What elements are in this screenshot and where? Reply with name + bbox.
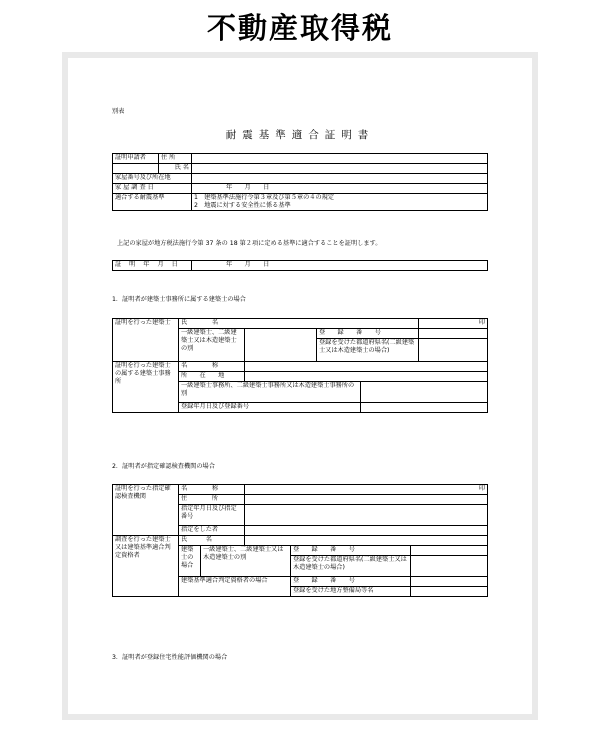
certification-sentence: 上記の家屋が地方税法施行令第 37 条の 18 第２項に定める基準に適合することを証明します。 [117,240,382,247]
applicant-label: 証明申請者 [113,154,159,164]
beppyo-label: 別表 [112,108,125,115]
s1-pref-value-cell [419,339,488,362]
s2-pref-label: 登録を受けた都道府県名(二級建築士又は木造建築士の場合) [291,556,411,577]
section2-heading: 2．証明者が指定確認検査機関の場合 [112,463,215,470]
s2-agency-addr-label: 住 所 [179,495,245,505]
s2-designation-label: 指定年月日及び指定番号 [179,505,245,526]
s2-designation-value-cell [245,505,488,526]
s1-class-label: 一級建築士、二級建築士又は木造建築士の別 [179,329,245,362]
standard-label: 適合する耐震基準 [113,194,192,211]
address-value-cell [192,154,488,164]
s2-judge-label: 建築基準適合判定資格者の場合 [179,577,291,597]
s1-architect-label: 証明を行った建築士 [113,319,179,362]
s2-reg-no-value-cell [411,546,488,556]
document-title: 耐震基準適合証明書 [225,129,375,141]
cert-date-value: 年 月 日 [192,261,488,271]
section2-table [112,484,488,597]
survey-date-value: 年 月 日 [192,184,488,194]
s2-architect-case-label: 建築士の場合 [179,546,201,577]
s2-designator-label: 指定をした者 [179,526,245,536]
s1-office-class-label: 一級建築士事務所、二級建築士事務所又は木造建築士事務所の別 [179,382,361,403]
s2-reg-no-label: 登 録 番 号 [291,546,411,556]
standard-item-1: 1 建築基準法施行令第３章及び第５章の４の規定 [194,194,335,201]
page-title: 不動産取得税 [206,11,393,45]
cert-date-label: 証 明 年 月 日 [113,261,192,271]
s2-agency-addr-value-cell [245,495,488,505]
s1-office-name-value-cell [245,362,488,372]
s2-bureau-value-cell [411,587,488,597]
s1-office-addr-label: 所 在 地 [179,372,245,382]
section1-heading: 1．証明者が建築士事務所に属する建築士の場合 [112,296,246,303]
section3-heading: 3．証明者が登録住宅性能評価機関の場合 [112,654,228,661]
s1-office-reg-label: 登録年月日及び登録番号 [179,403,361,413]
s2-investigator-label: 調査を行った建築士又は建築基準適合判定資格者 [113,536,179,597]
applicant-blank-cell [113,164,159,174]
s1-office-label: 証明を行った建築士の属する建築士事務所 [113,362,179,413]
standard-item-2: 2 地震に対する安全性に係る基準 [194,202,291,210]
s2-name-label: 氏 名 [179,536,245,546]
house-number-value-cell [192,174,488,184]
s2-seal-mark: 印 [245,485,488,495]
s2-agency-name-label: 名 称 [179,485,245,495]
s2-judge-reg-label: 登 録 番 号 [291,577,411,587]
s1-reg-no-value-cell [419,329,488,339]
applicant-table [112,153,488,211]
s1-seal-mark: 印 [419,319,488,329]
s1-pref-label: 登録を受けた都道府県名(二級建築士又は木造建築士の場合) [317,339,419,362]
s2-agency-label: 証明を行った指定確認検査機関 [113,485,179,536]
s1-reg-no-label: 登 録 番 号 [317,329,419,339]
s1-office-reg-value-cell [361,403,488,413]
s1-office-class-value-cell [361,382,488,403]
name-value-cell [192,164,488,174]
s2-bureau-label: 登録を受けた地方整備局等名 [291,587,411,597]
s2-judge-reg-value-cell [411,577,488,587]
s2-pref-value-cell [411,556,488,577]
s2-class-label: 一級建築士、二級建築士又は木造建築士の別 [201,546,291,577]
standard-items [192,194,488,211]
section1-table [112,318,488,413]
survey-date-label: 家 屋 調 査 日 [113,184,192,194]
cert-date-table [112,260,488,271]
s2-designator-value-cell [245,526,488,536]
s1-class-value-cell [245,329,317,362]
name-label: 氏 名 [159,164,192,174]
s2-name-value-cell [245,536,488,546]
house-number-label: 家屋番号及び所在地 [113,174,192,184]
address-label: 住 所 [159,154,192,164]
s1-name-label: 氏 名 [179,319,419,329]
s1-office-addr-value-cell [245,372,488,382]
s1-office-name-label: 名 称 [179,362,245,372]
